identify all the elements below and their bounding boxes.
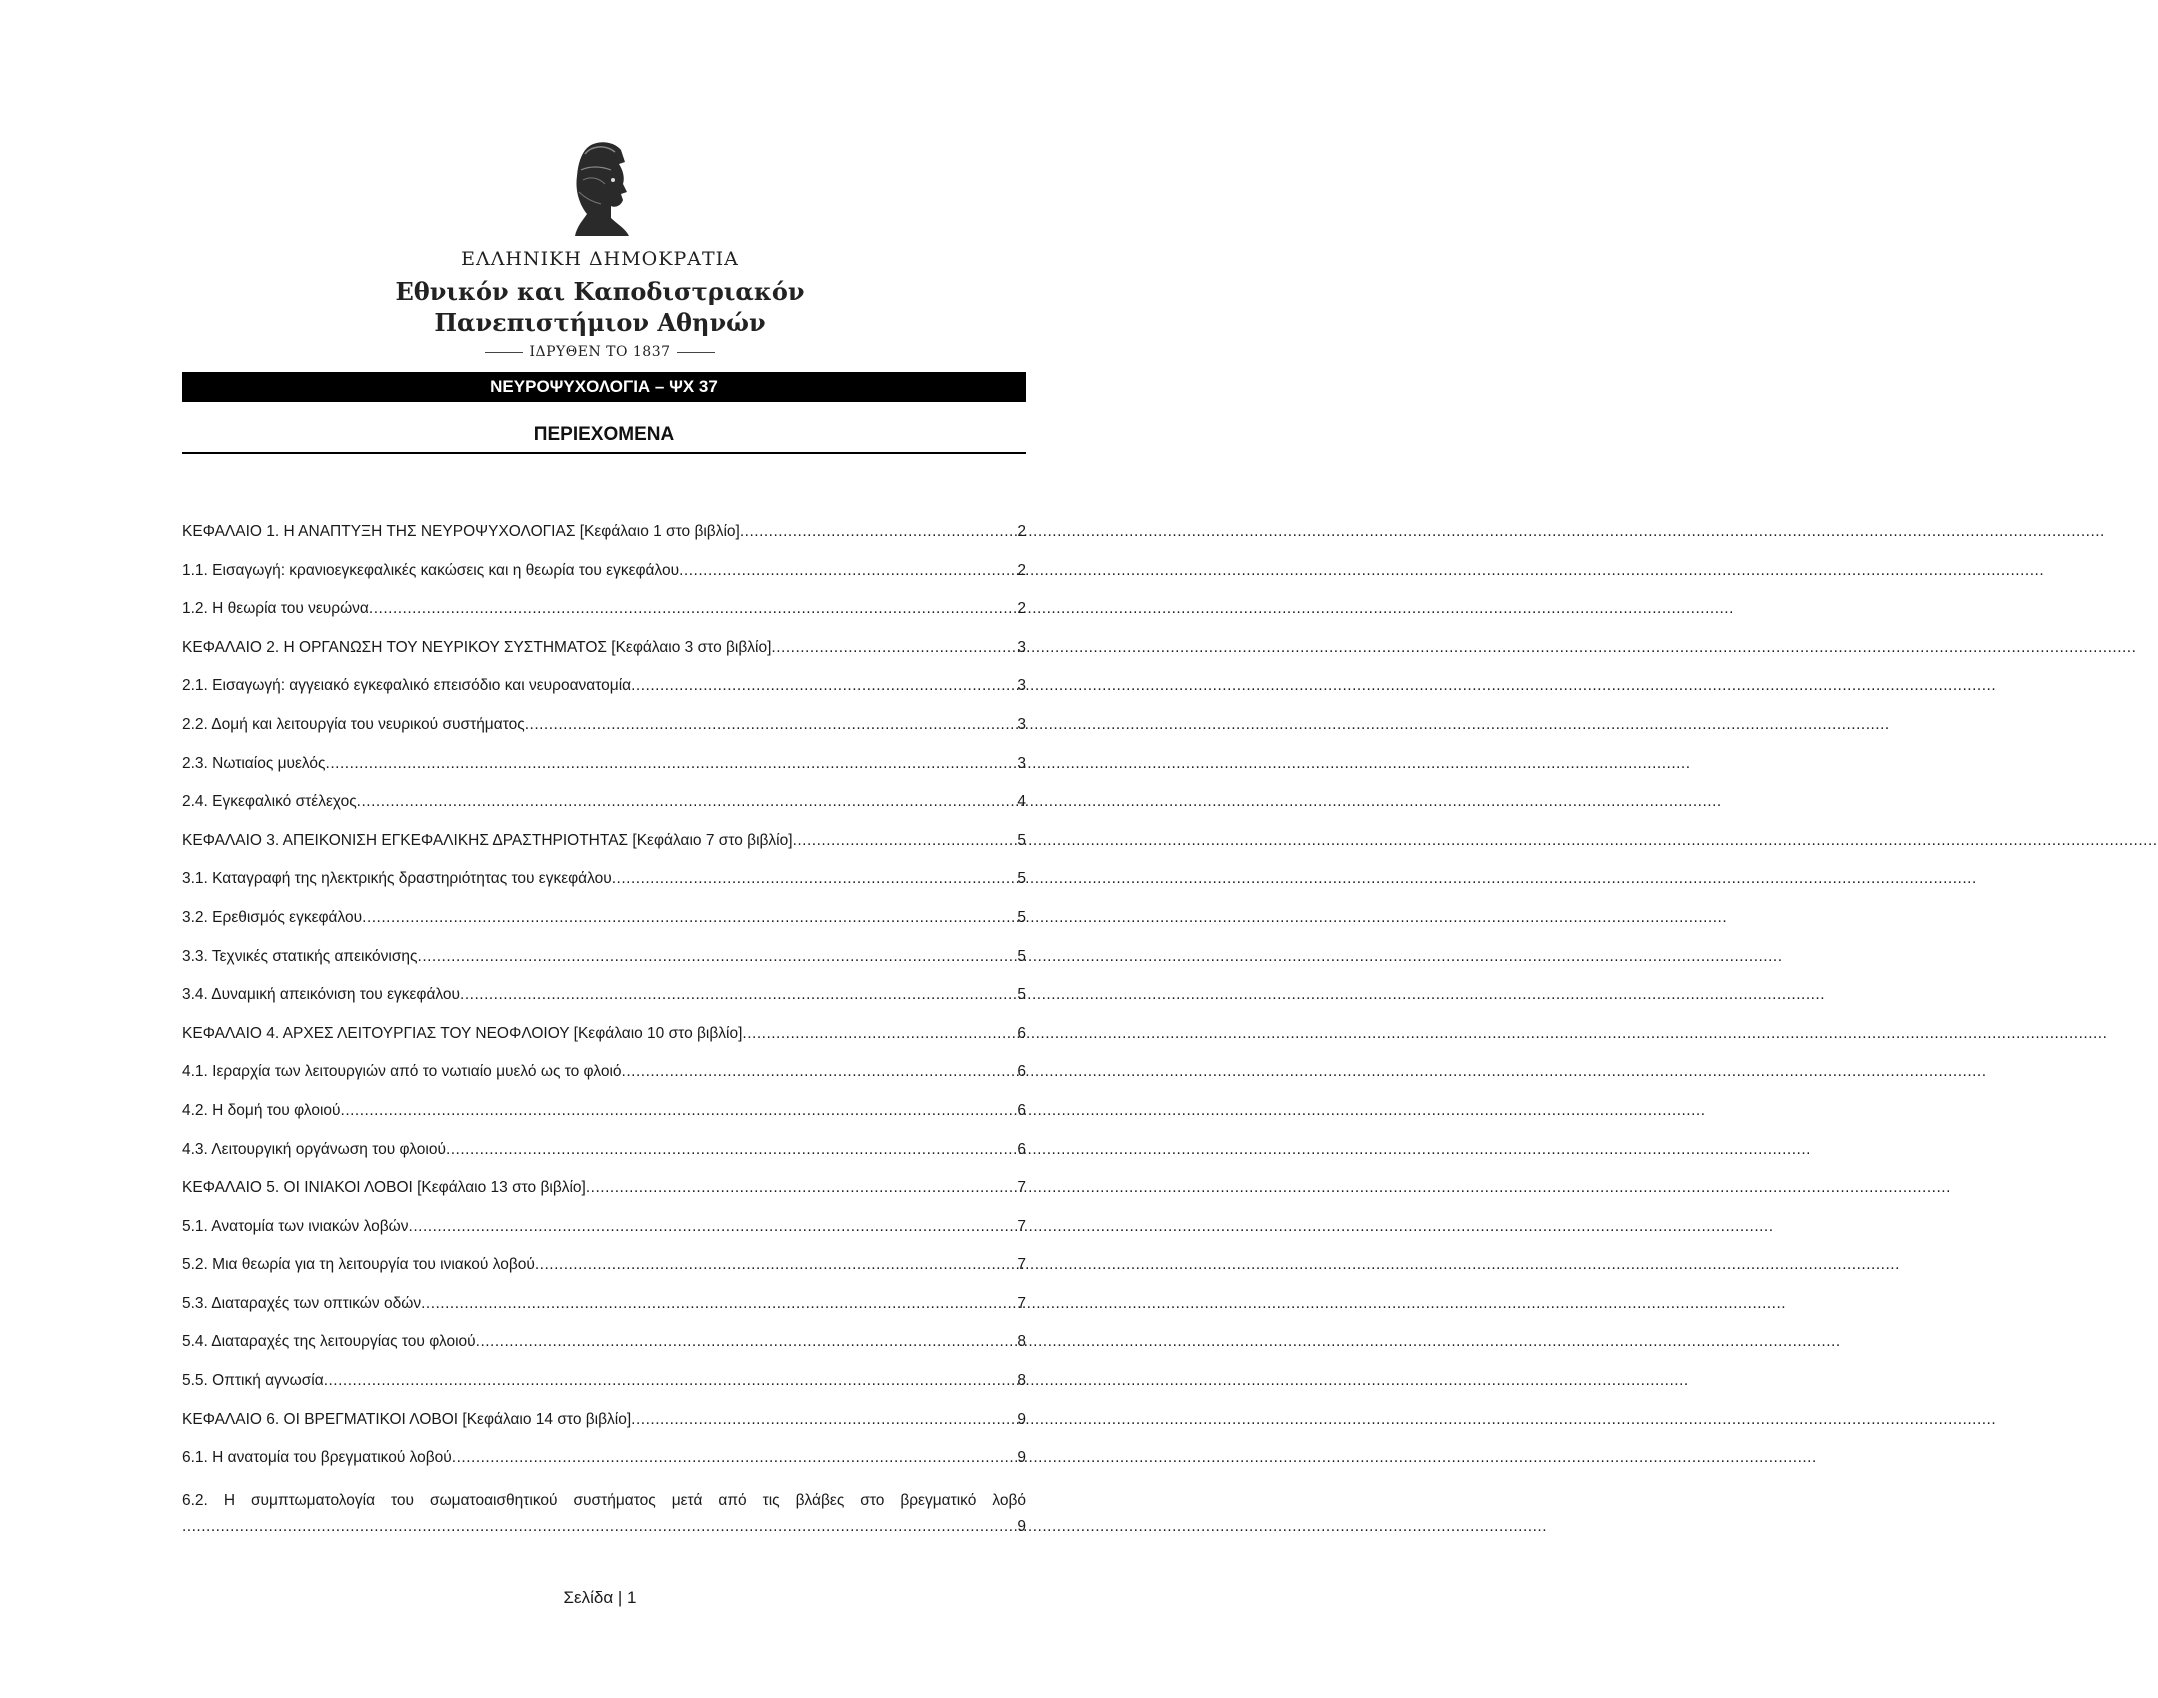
toc-entry[interactable]	[182, 986, 1026, 1025]
toc-entry-page: 9	[1017, 1517, 1026, 1535]
toc-entry-title: 6.1. Η ανατομία του βρεγματικού λοβού	[182, 1449, 452, 1467]
toc-entry[interactable]	[182, 1449, 1026, 1488]
page-footer: Σελίδα | 1	[563, 1588, 637, 1607]
toc-entry[interactable]	[182, 523, 1026, 562]
toc-entry[interactable]	[182, 677, 1026, 716]
toc-entry-title: 3.1. Καταγραφή της ηλεκτρικής δραστηριότητας του εγκεφάλου	[182, 870, 612, 888]
toc-leader-dots	[631, 1411, 1015, 1429]
toc-entry-page: 7	[1017, 1179, 1026, 1197]
toc-leader-dots	[679, 562, 1015, 580]
toc-entry-page: 8	[1017, 1372, 1026, 1390]
toc-leader-dots	[421, 1295, 1015, 1313]
toc-entry-page: 6	[1017, 1063, 1026, 1081]
toc-entry[interactable]	[182, 600, 1026, 639]
heading-divider	[182, 452, 1026, 454]
toc-entry[interactable]	[182, 562, 1026, 601]
toc-leader-dots	[326, 755, 1016, 773]
toc-leader-dots	[476, 1333, 1016, 1351]
toc-entry-page: 7	[1017, 1294, 1026, 1312]
toc-entry-title: 5.3. Διαταραχές των οπτικών οδών	[182, 1294, 422, 1312]
toc-entry[interactable]	[182, 1295, 1026, 1334]
table-of-contents	[182, 523, 1026, 1548]
toc-entry-page: 7	[1017, 1256, 1026, 1274]
athena-head-emblem-icon	[565, 140, 635, 240]
toc-entry-page: 3	[1017, 715, 1026, 733]
logo-line-university-2: Πανεπιστήμιον Αθηνών	[434, 308, 766, 337]
toc-leader-dots	[535, 1256, 1016, 1274]
toc-entry-page: 5	[1017, 870, 1026, 888]
toc-entry[interactable]	[182, 909, 1026, 948]
toc-leader-dots	[631, 677, 1015, 695]
toc-entry-page: 3	[1017, 638, 1026, 656]
toc-leader-dots	[740, 523, 1016, 541]
toc-entry-title: 3.3. Τεχνικές στατικής απεικόνισης	[182, 947, 418, 965]
toc-entry[interactable]	[182, 1411, 1026, 1450]
toc-entry-title: 4.1. Ιεραρχία των λειτουργιών από το νωτιαίο μυελό ως το φλοιό	[182, 1063, 622, 1081]
toc-entry-title: 2.3. Νωτιαίος μυελός	[182, 754, 326, 772]
toc-entry[interactable]	[182, 1218, 1026, 1257]
logo-founded-text: ΙΔΡΥΘΕΝ ΤΟ 1837	[529, 344, 671, 360]
toc-entry-title: 2.4. Εγκεφαλικό στέλεχος	[182, 793, 357, 811]
toc-entry-page: 7	[1017, 1217, 1026, 1235]
toc-entry-title: 5.1. Ανατομία των ινιακών λοβών	[182, 1217, 409, 1235]
toc-entry-title: 5.2. Μια θεωρία για τη λειτουργία του ινιακού λοβού	[182, 1256, 535, 1274]
toc-entry-page: 5	[1017, 947, 1026, 965]
toc-entry-title: 1.2. Η θεωρία του νευρώνα	[182, 600, 369, 618]
toc-entry[interactable]	[182, 793, 1026, 832]
toc-entry[interactable]	[182, 948, 1026, 987]
toc-entry[interactable]	[182, 1102, 1026, 1141]
toc-entry[interactable]	[182, 1333, 1026, 1372]
toc-entry-page: 6	[1017, 1101, 1026, 1119]
toc-entry-page: 4	[1017, 793, 1026, 811]
toc-entry-title: ΚΕΦΑΛΑΙΟ 4. ΑΡΧΕΣ ΛΕΙΤΟΥΡΓΙΑΣ ΤΟΥ ΝΕΟΦΛΟΙΟΥ [Κεφάλαιο 10 στο βιβλίο]	[182, 1024, 743, 1042]
toc-leader-dots	[362, 909, 1015, 927]
course-title: ΝΕΥΡΟΨΥΧΟΛΟΓΙΑ – ΨΧ 37	[490, 377, 718, 396]
toc-entry-page: 5	[1017, 831, 1026, 849]
university-logo	[0, 140, 1200, 359]
toc-entry-page: 5	[1017, 908, 1026, 926]
toc-entry[interactable]	[182, 755, 1026, 794]
toc-entry-title: 5.5. Οπτική αγνωσία	[182, 1372, 324, 1390]
toc-entry[interactable]	[182, 1141, 1026, 1180]
toc-leader-dots	[446, 1141, 1015, 1159]
toc-entry-title: ΚΕΦΑΛΑΙΟ 6. ΟΙ ΒΡΕΓΜΑΤΙΚΟΙ ΛΟΒΟΙ [Κεφάλαιο 14 στο βιβλίο]	[182, 1410, 632, 1428]
toc-entry-page: 9	[1017, 1449, 1026, 1467]
toc-entry[interactable]	[182, 870, 1026, 909]
toc-leader-dots	[418, 948, 1016, 966]
toc-leader-dots	[525, 716, 1016, 734]
toc-entry-page: 8	[1017, 1333, 1026, 1351]
toc-entry[interactable]	[182, 639, 1026, 678]
toc-entry-title: 6.2. Η συμπτωματολογία του σωματοαισθητικού συστήματος μετά από τις βλάβες στο βρεγματικό λοβό	[182, 1491, 1026, 1509]
toc-entry-page: 3	[1017, 677, 1026, 695]
toc-entry[interactable]	[182, 1372, 1026, 1411]
toc-entry[interactable]	[182, 1256, 1026, 1295]
toc-heading: ΠΕΡΙΕΧΟΜΕΝΑ	[533, 424, 675, 445]
toc-entry-title: ΚΕΦΑΛΑΙΟ 5. ΟΙ ΙΝΙΑΚΟΙ ΛΟΒΟΙ [Κεφάλαιο 13 στο βιβλίο]	[182, 1179, 586, 1197]
toc-entry-page: 2	[1017, 561, 1026, 579]
toc-leader-dots	[452, 1449, 1016, 1467]
toc-leader-dots	[612, 870, 1016, 888]
logo-line-republic: ΕΛΛΗΝΙΚΗ ΔΗΜΟΚΡΑΤΙΑ	[461, 248, 739, 270]
toc-entry-title: 4.2. Η δομή του φλοιού	[182, 1101, 341, 1119]
course-title-bar	[182, 372, 1026, 402]
toc-entry-page: 5	[1017, 986, 1026, 1004]
toc-entry-title: ΚΕΦΑΛΑΙΟ 2. Η ΟΡΓΑΝΩΣΗ ΤΟΥ ΝΕΥΡΙΚΟΥ ΣΥΣΤΗΜΑΤΟΣ [Κεφάλαιο 3 στο βιβλίο]	[182, 638, 772, 656]
toc-entry-title: 5.4. Διαταραχές της λειτουργίας του φλοιού	[182, 1333, 476, 1351]
toc-entry-page: 6	[1017, 1140, 1026, 1158]
toc-leader-dots	[586, 1179, 1016, 1197]
toc-leader-dots	[742, 1025, 1015, 1043]
toc-entry-title: 3.2. Ερεθισμός εγκεφάλου	[182, 908, 363, 926]
toc-entry-wrapped[interactable]	[182, 1488, 1026, 1548]
toc-entry-title: 2.2. Δομή και λειτουργία του νευρικού συστήματος	[182, 715, 525, 733]
logo-line-university-1: Εθνικόν και Καποδιστριακόν	[395, 277, 805, 306]
toc-leader-dots	[369, 600, 1015, 618]
toc-entry-title: ΚΕΦΑΛΑΙΟ 1. Η ΑΝΑΠΤΥΞΗ ΤΗΣ ΝΕΥΡΟΨΥΧΟΛΟΓΙΑΣ [Κεφάλαιο 1 στο βιβλίο]	[182, 523, 740, 540]
toc-leader-dots	[793, 832, 1016, 850]
toc-entry-title: 4.3. Λειτουργική οργάνωση του φλοιού	[182, 1140, 446, 1158]
logo-right-rule	[677, 352, 715, 353]
toc-leader-dots	[409, 1218, 1016, 1236]
toc-entry-leader-line	[182, 1518, 1026, 1548]
logo-line-founded	[0, 345, 1200, 359]
toc-entry[interactable]	[182, 716, 1026, 755]
toc-entry-page: 3	[1017, 754, 1026, 772]
toc-entry-title: ΚΕΦΑΛΑΙΟ 3. ΑΠΕΙΚΟΝΙΣΗ ΕΓΚΕΦΑΛΙΚΗΣ ΔΡΑΣΤΗΡΙΟΤΗΤΑΣ [Κεφάλαιο 7 στο βιβλίο]	[182, 831, 793, 849]
toc-leader-dots	[622, 1063, 1016, 1081]
toc-leader-dots	[771, 639, 1015, 657]
toc-entry[interactable]	[182, 832, 1026, 871]
toc-entry-page: 6	[1017, 1024, 1026, 1042]
toc-entry-page: 2	[1017, 600, 1026, 618]
toc-entry[interactable]	[182, 1179, 1026, 1218]
toc-entry-title: 2.1. Εισαγωγή: αγγειακό εγκεφαλικό επεισόδιο και νευροανατομία	[182, 677, 632, 695]
toc-entry[interactable]	[182, 1063, 1026, 1102]
toc-entry-page: 2	[1017, 523, 1026, 540]
toc-leader-dots	[357, 793, 1016, 811]
toc-leader-dots	[460, 986, 1015, 1004]
toc-entry-page: 9	[1017, 1410, 1026, 1428]
toc-leader-dots	[324, 1372, 1016, 1390]
toc-leader-dots	[182, 1518, 1015, 1536]
toc-entry-title: 3.4. Δυναμική απεικόνιση του εγκεφάλου	[182, 986, 461, 1004]
toc-entry[interactable]	[182, 1025, 1026, 1064]
logo-left-rule	[485, 352, 523, 353]
toc-entry-title: 1.1. Εισαγωγή: κρανιοεγκεφαλικές κακώσεις και η θεωρία του εγκεφάλου	[182, 561, 680, 579]
toc-leader-dots	[341, 1102, 1016, 1120]
